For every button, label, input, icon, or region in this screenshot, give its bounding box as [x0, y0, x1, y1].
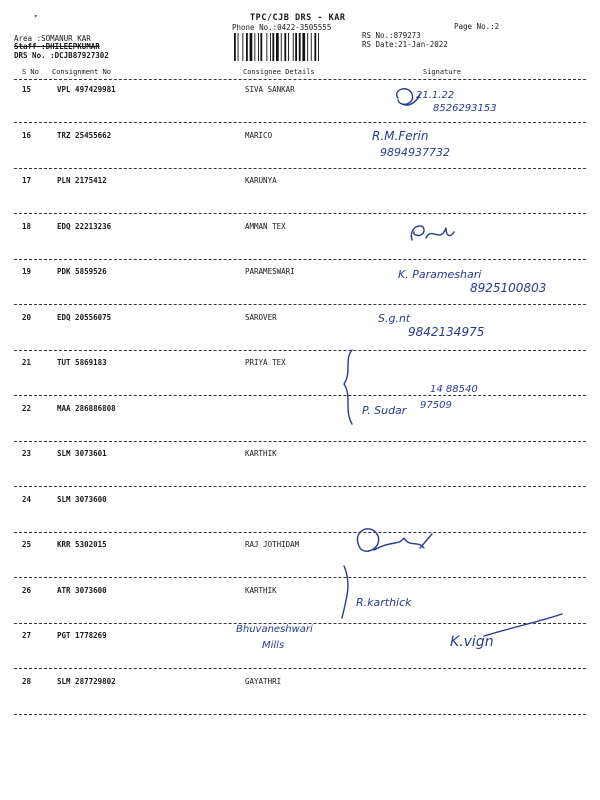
row-consignee-name: RAJ JOTHIDAM	[245, 540, 300, 549]
signature-16	[372, 129, 450, 159]
row-consignee-name: PRIYA TEX	[245, 358, 286, 367]
row-divider	[14, 122, 586, 123]
row-consignee-name: SIVA SANKAR	[245, 85, 295, 94]
page-number: Page No.:2	[454, 22, 500, 31]
sig-15-phone: 8526293153	[433, 103, 497, 114]
col-sno: S No	[22, 68, 39, 76]
row-divider	[14, 168, 586, 169]
row-divider	[14, 441, 586, 442]
area-field: Area :SOMANUR KAR	[14, 34, 91, 43]
sig-16-name: R.M.Ferin	[372, 129, 429, 143]
row-divider	[14, 532, 586, 533]
drs-number: DRS No. :DCJB87927302	[14, 51, 109, 60]
row-divider	[14, 350, 586, 351]
phone-number: Phone No.:0422-3505555	[232, 23, 332, 32]
header-divider	[14, 79, 586, 80]
row-consignment-number: SLM 3073601	[57, 449, 107, 458]
sig-27-sub: Mills	[262, 640, 285, 651]
row-consignee-name: AMMAN TEX	[245, 222, 286, 231]
top-left-mark: ▾	[34, 13, 38, 20]
row-serial-number: 22	[22, 404, 32, 413]
row-divider	[14, 714, 586, 715]
row-consignee-name: GAYATHRI	[245, 677, 282, 686]
sig-27-name: Bhuvaneshwari	[236, 624, 313, 635]
row-serial-number: 27	[22, 631, 32, 640]
row-divider	[14, 577, 586, 578]
row-consignment-number: KRR 5302015	[57, 540, 107, 549]
sig-21-phone-b: 97509	[420, 400, 452, 411]
row-consignment-number: VPL 497429981	[57, 85, 116, 94]
rs-date: RS Date:21-Jan-2022	[362, 40, 448, 49]
signature-21-22	[344, 350, 478, 424]
row-divider	[14, 213, 586, 214]
row-serial-number: 18	[22, 222, 32, 231]
row-consignment-number: MAA 286886808	[57, 404, 116, 413]
row-divider	[14, 486, 586, 487]
sig-20-phone: 9842134975	[408, 325, 485, 339]
row-consignment-number: PGT 1778269	[57, 631, 107, 640]
row-divider	[14, 623, 586, 624]
row-consignment-number: PDK 5859526	[57, 267, 107, 276]
sig-19-phone: 8925100803	[470, 281, 547, 295]
row-serial-number: 15	[22, 85, 32, 94]
row-consignment-number: EDQ 22213236	[57, 222, 112, 231]
signature-18	[411, 226, 454, 246]
signature-26	[342, 566, 412, 618]
sig-20-name: S.g.nt	[378, 312, 411, 325]
row-consignment-number: EDQ 20556075	[57, 313, 112, 322]
row-serial-number: 25	[22, 540, 32, 549]
signature-20	[378, 312, 484, 339]
row-consignee-name: KARTHIK	[245, 586, 277, 595]
sig-28-name: K.vign	[450, 634, 494, 650]
signature-27	[236, 624, 313, 651]
sig-26-name: R.karthick	[356, 596, 412, 609]
row-serial-number: 23	[22, 449, 32, 458]
signature-28	[450, 614, 562, 650]
sig-21-name: P. Sudar	[362, 404, 407, 417]
document-title: TPC/CJB DRS - KAR	[250, 13, 346, 23]
row-consignment-number: SLM 287729802	[57, 677, 116, 686]
row-consignee-name: PARAMESWARI	[245, 267, 295, 276]
row-divider	[14, 304, 586, 305]
row-consignment-number: ATR 3073600	[57, 586, 107, 595]
signature-19	[398, 268, 546, 295]
row-divider	[14, 259, 586, 260]
row-consignment-number: PLN 2175412	[57, 176, 107, 185]
row-divider	[14, 668, 586, 669]
col-signature: Signature	[423, 68, 461, 76]
rs-number: RS No.:879273	[362, 31, 421, 40]
sig-21-phone-a: 14 88540	[430, 384, 478, 395]
staff-field: Staff :DHILEEPKUMAR	[14, 42, 100, 51]
row-divider	[14, 395, 586, 396]
row-consignment-number: TUT 5869183	[57, 358, 107, 367]
row-consignment-number: SLM 3073600	[57, 495, 107, 504]
row-serial-number: 19	[22, 267, 32, 276]
row-serial-number: 24	[22, 495, 32, 504]
sig-15-date: 21.1.22	[416, 90, 455, 101]
signature-15	[397, 89, 497, 114]
barcode	[232, 33, 354, 61]
row-consignee-name: SAROVER	[245, 313, 277, 322]
col-consignee: Consignee Details	[243, 68, 315, 76]
row-consignment-number: TRZ 25455662	[57, 131, 112, 140]
col-consignment: Consignment No	[52, 68, 112, 76]
row-consignee-name: KARUNYA	[245, 176, 277, 185]
sig-19-name: K. Parameshari	[398, 268, 482, 281]
row-consignee-name: KARTHIK	[245, 449, 277, 458]
sig-16-phone: 9894937732	[380, 146, 450, 159]
row-serial-number: 21	[22, 358, 32, 367]
row-serial-number: 20	[22, 313, 32, 322]
row-serial-number: 28	[22, 677, 32, 686]
row-serial-number: 26	[22, 586, 32, 595]
row-serial-number: 17	[22, 176, 32, 185]
row-serial-number: 16	[22, 131, 32, 140]
row-consignee-name: MARICO	[245, 131, 273, 140]
